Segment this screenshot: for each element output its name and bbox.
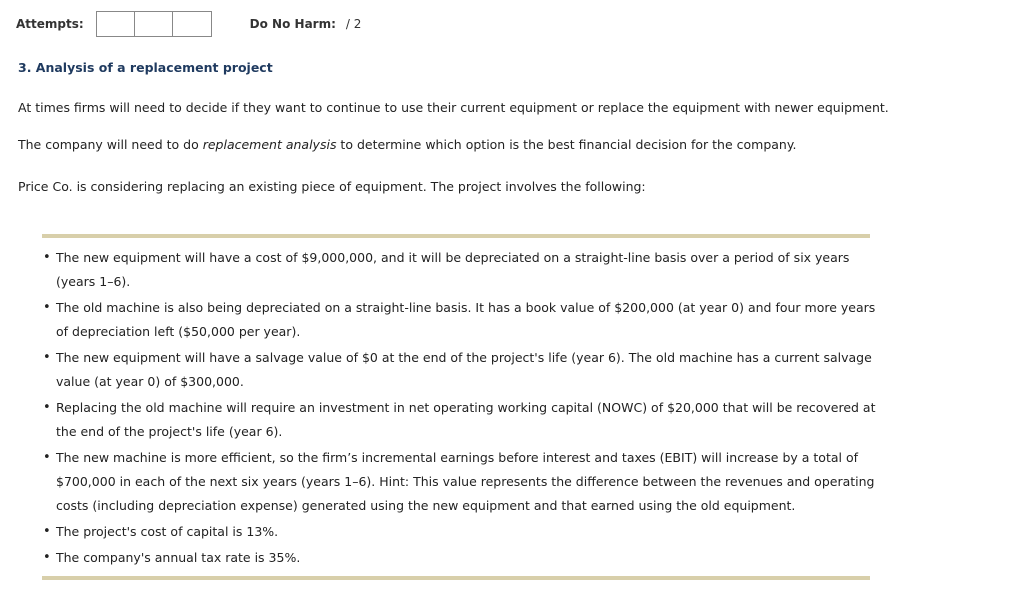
attempts-label: Attempts: [16,17,84,31]
list-item: • The project's cost of capital is 13%. [56,520,886,544]
project-details-list [42,246,886,572]
list-item: • The company's annual tax rate is 35%. [56,546,886,570]
intro-paragraph-2 [18,137,796,152]
intro-paragraph-1: At times firms will need to decide if they want to continue to use their current equipment or replace the equipment with newer equipment. [18,100,889,115]
bottom-divider [42,576,870,580]
do-no-harm-score: / 2 [345,17,362,31]
list-item: • Replacing the old machine will require an investment in net operating working capital (NOWC) of $20,000 that will be recovered at the end of the project's life (year 6). [56,396,886,444]
intro-p2-after: to determine which option is the best financial decision for the company. [336,137,797,152]
do-no-harm-group [250,17,362,31]
attempt-box-1 [97,12,135,36]
attempt-box-3 [173,12,211,36]
list-item: • The old machine is also being depreciated on a straight-line basis. It has a book value of $200,000 (at year 0) and four more years of depreciation left ($50,000 per year). [56,296,886,344]
intro-p2-emphasis: replacement analysis [202,137,337,152]
intro-p2-before: The company will need to do [18,137,203,152]
do-no-harm-label: Do No Harm: [249,17,336,31]
attempts-bar [16,10,361,38]
attempt-box-2 [135,12,173,36]
attempt-boxes [96,11,212,37]
section-title: 3. Analysis of a replacement project [18,60,273,75]
intro-paragraph-3: Price Co. is considering replacing an existing piece of equipment. The project involves the following: [18,179,646,194]
list-item: • The new equipment will have a salvage value of $0 at the end of the project's life (year 6). The old machine has a current salvage value (at year 0) of $300,000. [56,346,886,394]
list-item: • The new equipment will have a cost of $9,000,000, and it will be depreciated on a straight-line basis over a period of six years (years 1–6). [56,246,886,294]
list-item: • The new machine is more efficient, so the firm’s incremental earnings before interest and taxes (EBIT) will increase by a total of $700,000 in each of the next six years (years 1–6). Hint: This value represents the difference between the revenues and operating costs (including depreciation expense) generated using the new equipment and that earned using the old equipment. [56,446,886,518]
top-divider [42,234,870,238]
